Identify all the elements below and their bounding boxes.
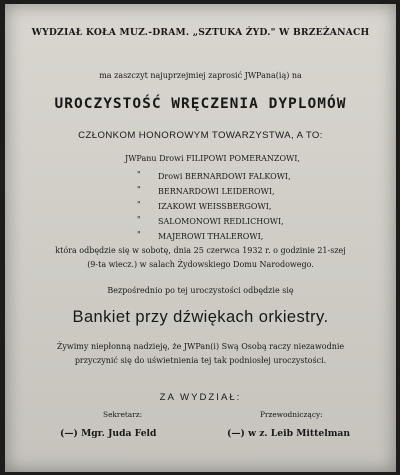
- ditto-mark: ": [137, 170, 141, 179]
- secretary-signature: (—) Mgr. Juda Feld: [60, 428, 157, 439]
- for-committee-label: ZA WYDZIAŁ:: [159, 392, 242, 403]
- closing-line-1: Żywimy niepłonną nadzieję, że JWPan(i) Swą Osobą raczy niezawodnie: [56, 342, 345, 351]
- honoree-1: JWPanu Drowi FILIPOWI POMERANZOWI,: [125, 154, 300, 163]
- ditto-mark: ": [137, 215, 141, 224]
- ditto-mark: ": [137, 185, 141, 194]
- honoree-2: Drowi BERNARDOWI FALKOWI,: [158, 172, 291, 181]
- honoree-4: IZAKOWI WEISSBERGOWI,: [158, 202, 272, 211]
- secretary-role: Sekretarz:: [103, 410, 143, 419]
- society-header: WYDZIAŁ KOŁA MUZ.-DRAM. „SZTUKA ŻYD." W BRZEŻANACH: [31, 27, 370, 38]
- banquet-announcement: Bankiet przy dźwiękach orkiestry.: [72, 308, 329, 326]
- chair-signature: (—) w z. Leib Mittelman: [227, 428, 351, 439]
- honoree-5: SALOMONOWI REDLICHOWI,: [158, 217, 284, 226]
- invitation-sheet: [5, 4, 396, 472]
- after-ceremony-line: Bezpośrednio po tej uroczystości odbędzie się: [107, 286, 294, 295]
- closing-line-2: przyczynić się do uświetnienia tej tak podniosłej uroczystości.: [74, 356, 327, 365]
- date-line-2: (9-ta wiecz.) w salach Żydowskiego Domu Narodowego.: [87, 260, 314, 269]
- ditto-mark: ": [137, 200, 141, 209]
- honorary-members-line: CZŁONKOM HONOROWYM TOWARZYSTWA, A TO:: [78, 130, 323, 141]
- date-line-1: która odbędzie się w sobotę, dnia 25 czerwca 1932 r. o godzinie 21-szej: [55, 246, 346, 255]
- ditto-mark: ": [137, 230, 141, 239]
- honoree-3: BERNARDOWI LEIDEROWI,: [158, 187, 275, 196]
- invitation-intro: ma zaszczyt najuprzejmiej zaprosić JWPana(ią) na: [99, 71, 302, 80]
- honoree-6: MAJEROWI THALEROWI,: [158, 232, 264, 241]
- ceremony-title: UROCZYSTOŚĆ WRĘCZENIA DYPLOMÓW: [54, 96, 347, 112]
- chair-role: Przewodniczący:: [260, 410, 323, 419]
